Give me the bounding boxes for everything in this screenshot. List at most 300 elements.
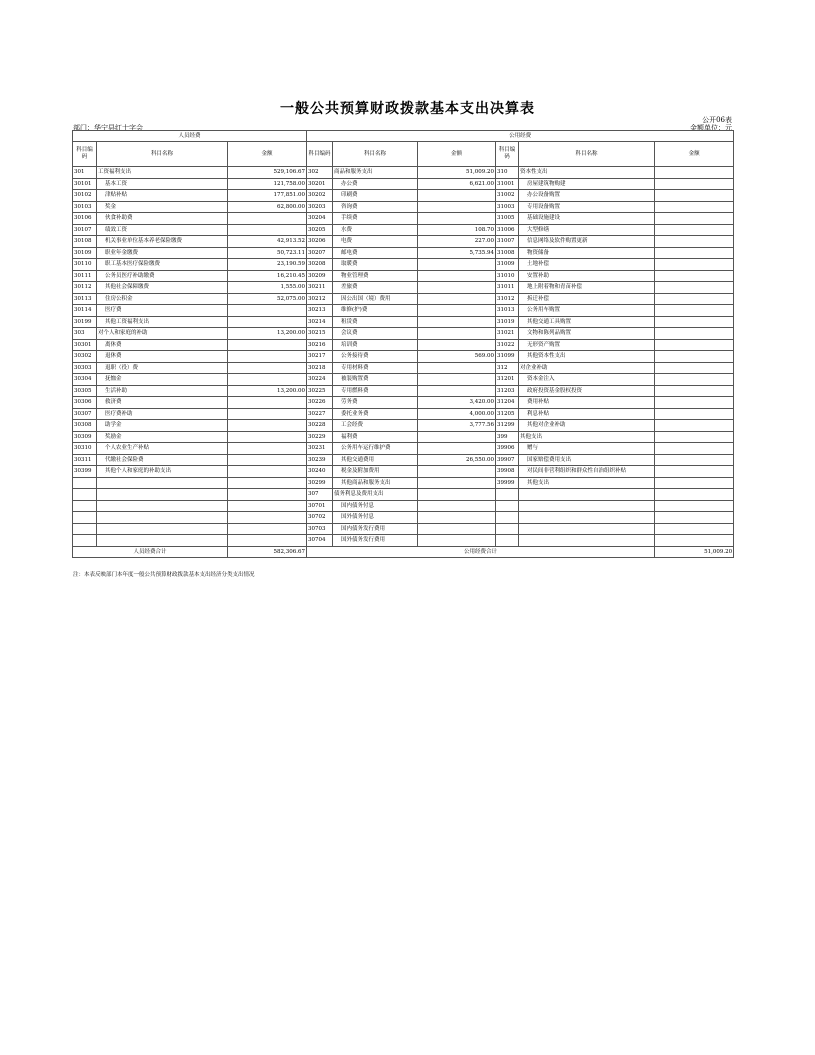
cell-amount: 121,758.00: [228, 178, 307, 190]
cell-amount: [418, 500, 496, 512]
cell-amount: 13,200.00: [228, 328, 307, 340]
header-code: 科目编码: [73, 142, 97, 167]
cell-amount: [418, 489, 496, 501]
table-row: [73, 397, 734, 409]
cell-amount: [655, 270, 734, 282]
cell-name: 其他商品和服务支出: [333, 477, 418, 489]
cell-amount: [418, 190, 496, 202]
cell-amount: [228, 374, 307, 386]
personnel-total-value: 582,306.67: [228, 546, 307, 558]
cell-name: 医疗费补助: [97, 408, 228, 420]
cell-name: 国外债务发行费用: [333, 535, 418, 547]
header-name: 科目名称: [519, 142, 655, 167]
table-row: [73, 420, 734, 432]
cell-name: 基础设施建设: [519, 213, 655, 225]
cell-amount: [655, 213, 734, 225]
cell-amount: 52,075.00: [228, 293, 307, 305]
cell-amount: [655, 466, 734, 478]
cell-code: [73, 477, 97, 489]
cell-amount: [655, 282, 734, 294]
cell-name: 水费: [333, 224, 418, 236]
cell-code: 30108: [73, 236, 97, 248]
cell-amount: 16,210.45: [228, 270, 307, 282]
cell-code: 30228: [307, 420, 333, 432]
cell-amount: [655, 351, 734, 363]
cell-name: 印刷费: [333, 190, 418, 202]
cell-amount: [228, 397, 307, 409]
cell-name: 助学金: [97, 420, 228, 432]
table-row: [73, 247, 734, 259]
cell-amount: [418, 316, 496, 328]
section-personnel: 人员经费: [73, 131, 307, 142]
cell-amount: [418, 443, 496, 455]
cell-name: 专用材料费: [333, 362, 418, 374]
cell-name: 税金及附加费用: [333, 466, 418, 478]
cell-name: 国外债务付息: [333, 512, 418, 524]
cell-code: 30229: [307, 431, 333, 443]
table-row: [73, 374, 734, 386]
cell-amount: [655, 259, 734, 271]
header-code: 科目编码: [496, 142, 519, 167]
cell-amount: [655, 489, 734, 501]
cell-name: 专用设备购置: [519, 201, 655, 213]
cell-name: 地上附着物和青苗补偿: [519, 282, 655, 294]
table-row: [73, 259, 734, 271]
cell-name: 文物和陈列品购置: [519, 328, 655, 340]
cell-amount: [655, 178, 734, 190]
cell-amount: [418, 213, 496, 225]
table-row: [73, 535, 734, 547]
cell-name: 离休费: [97, 339, 228, 351]
table-row: [73, 443, 734, 455]
cell-code: 30305: [73, 385, 97, 397]
cell-name: 差旅费: [333, 282, 418, 294]
cell-code: 30310: [73, 443, 97, 455]
cell-amount: [418, 362, 496, 374]
cell-code: [73, 489, 97, 501]
cell-code: 307: [307, 489, 333, 501]
cell-code: 31008: [496, 247, 519, 259]
cell-amount: 13,200.00: [228, 385, 307, 397]
cell-name: 其他支出: [519, 477, 655, 489]
cell-name: 债务利息及费用支出: [333, 489, 418, 501]
cell-amount: [418, 201, 496, 213]
cell-name: 国家赔偿费用支出: [519, 454, 655, 466]
table-row: [73, 500, 734, 512]
cell-name: 利息补贴: [519, 408, 655, 420]
cell-name: 国内债务付息: [333, 500, 418, 512]
cell-code: 30205: [307, 224, 333, 236]
cell-code: 301: [73, 167, 97, 179]
cell-code: 30113: [73, 293, 97, 305]
cell-code: 39908: [496, 466, 519, 478]
cell-name: [97, 523, 228, 535]
cell-name: 手续费: [333, 213, 418, 225]
cell-code: 30107: [73, 224, 97, 236]
cell-amount: [228, 316, 307, 328]
cell-amount: [655, 454, 734, 466]
cell-code: 30209: [307, 270, 333, 282]
cell-name: 其他资本性支出: [519, 351, 655, 363]
cell-name: 大型修缮: [519, 224, 655, 236]
cell-code: 30303: [73, 362, 97, 374]
cell-code: 30306: [73, 397, 97, 409]
cell-amount: [655, 362, 734, 374]
cell-name: 工会经费: [333, 420, 418, 432]
cell-amount: [418, 431, 496, 443]
cell-code: 31099: [496, 351, 519, 363]
cell-name: 培训费: [333, 339, 418, 351]
cell-amount: [655, 523, 734, 535]
cell-amount: [418, 477, 496, 489]
cell-name: 委托业务费: [333, 408, 418, 420]
cell-code: 31203: [496, 385, 519, 397]
cell-name: 奖金: [97, 201, 228, 213]
cell-code: 30216: [307, 339, 333, 351]
cell-amount: [418, 466, 496, 478]
cell-name: 物资储备: [519, 247, 655, 259]
cell-code: 30212: [307, 293, 333, 305]
table-row: [73, 477, 734, 489]
cell-code: 30109: [73, 247, 97, 259]
table-body: [73, 167, 734, 547]
cell-code: 30226: [307, 397, 333, 409]
cell-name: 福利费: [333, 431, 418, 443]
table-row: [73, 282, 734, 294]
cell-code: [73, 535, 97, 547]
cell-name: 救济费: [97, 397, 228, 409]
cell-code: 30201: [307, 178, 333, 190]
cell-name: 赠与: [519, 443, 655, 455]
cell-name: 拆迁补偿: [519, 293, 655, 305]
expenditure-table: [72, 130, 734, 558]
cell-amount: [655, 535, 734, 547]
cell-code: 31006: [496, 224, 519, 236]
table-row: [73, 224, 734, 236]
cell-amount: 569.00: [418, 351, 496, 363]
cell-code: 30702: [307, 512, 333, 524]
cell-name: 其他交通工具购置: [519, 316, 655, 328]
cell-code: [496, 512, 519, 524]
header-name: 科目名称: [333, 142, 418, 167]
cell-code: 31009: [496, 259, 519, 271]
cell-amount: 42,913.52: [228, 236, 307, 248]
cell-name: 劳务费: [333, 397, 418, 409]
table-row: [73, 213, 734, 225]
cell-code: 30701: [307, 500, 333, 512]
page-title: 一般公共预算财政拨款基本支出决算表: [280, 101, 535, 117]
cell-amount: 529,106.67: [228, 167, 307, 179]
cell-name: 因公出国（境）费用: [333, 293, 418, 305]
cell-code: 399: [496, 431, 519, 443]
cell-amount: [655, 167, 734, 179]
cell-name: [519, 489, 655, 501]
cell-amount: [655, 477, 734, 489]
cell-name: 被装购置费: [333, 374, 418, 386]
cell-code: 31001: [496, 178, 519, 190]
section-public: 公用经费: [307, 131, 734, 142]
cell-code: 31201: [496, 374, 519, 386]
cell-name: 租赁费: [333, 316, 418, 328]
cell-name: 住房公积金: [97, 293, 228, 305]
cell-name: 工资福利支出: [97, 167, 228, 179]
cell-name: 对企业补助: [519, 362, 655, 374]
cell-name: 代缴社会保险费: [97, 454, 228, 466]
cell-name: 信息网络及软件购置更新: [519, 236, 655, 248]
cell-code: 30309: [73, 431, 97, 443]
cell-name: 安置补助: [519, 270, 655, 282]
cell-name: 公务用车运行维护费: [333, 443, 418, 455]
cell-name: 抚恤金: [97, 374, 228, 386]
cell-amount: 4,000.00: [418, 408, 496, 420]
cell-code: 31013: [496, 305, 519, 317]
cell-name: 职工基本医疗保险缴费: [97, 259, 228, 271]
cell-amount: [418, 512, 496, 524]
table-row: [73, 431, 734, 443]
cell-code: 302: [307, 167, 333, 179]
cell-name: [97, 512, 228, 524]
cell-name: 无形资产购置: [519, 339, 655, 351]
cell-code: 30204: [307, 213, 333, 225]
cell-amount: [228, 213, 307, 225]
cell-code: 30206: [307, 236, 333, 248]
table-row: [73, 236, 734, 248]
cell-amount: 3,420.00: [418, 397, 496, 409]
cell-amount: 227.00: [418, 236, 496, 248]
cell-name: 对民间非营利组织和群众性自治组织补贴: [519, 466, 655, 478]
public-total-value: 51,009.20: [655, 546, 734, 558]
cell-amount: [228, 224, 307, 236]
cell-name: [97, 535, 228, 547]
cell-name: 办公设备购置: [519, 190, 655, 202]
table-row: [73, 316, 734, 328]
cell-amount: [228, 431, 307, 443]
cell-code: 30704: [307, 535, 333, 547]
cell-amount: [418, 339, 496, 351]
cell-amount: [655, 420, 734, 432]
cell-amount: [228, 535, 307, 547]
cell-code: 30311: [73, 454, 97, 466]
cell-name: 医疗费: [97, 305, 228, 317]
cell-code: 30225: [307, 385, 333, 397]
cell-name: 咨询费: [333, 201, 418, 213]
cell-amount: [228, 477, 307, 489]
cell-amount: [228, 420, 307, 432]
cell-name: 邮电费: [333, 247, 418, 259]
cell-name: 电费: [333, 236, 418, 248]
cell-amount: [655, 512, 734, 524]
table-row: [73, 523, 734, 535]
cell-code: [496, 500, 519, 512]
cell-code: 30106: [73, 213, 97, 225]
table-row: [73, 305, 734, 317]
cell-code: 31019: [496, 316, 519, 328]
cell-name: 生活补助: [97, 385, 228, 397]
cell-amount: [228, 305, 307, 317]
cell-code: 30112: [73, 282, 97, 294]
cell-code: 31005: [496, 213, 519, 225]
cell-code: 39906: [496, 443, 519, 455]
cell-name: 房屋建筑物购建: [519, 178, 655, 190]
cell-amount: [655, 374, 734, 386]
cell-amount: [228, 362, 307, 374]
cell-code: 30308: [73, 420, 97, 432]
cell-code: 30114: [73, 305, 97, 317]
cell-amount: [228, 339, 307, 351]
personnel-total-label: 人员经费合计: [73, 546, 228, 558]
cell-name: 奖励金: [97, 431, 228, 443]
cell-name: 取暖费: [333, 259, 418, 271]
cell-name: 伙食补助费: [97, 213, 228, 225]
cell-code: 31299: [496, 420, 519, 432]
cell-amount: 1,555.00: [228, 282, 307, 294]
cell-code: 30111: [73, 270, 97, 282]
cell-amount: [418, 282, 496, 294]
table-row: [73, 293, 734, 305]
cell-amount: 108.70: [418, 224, 496, 236]
cell-name: 专用燃料费: [333, 385, 418, 397]
cell-code: [496, 489, 519, 501]
cell-code: 31010: [496, 270, 519, 282]
cell-amount: 50,723.11: [228, 247, 307, 259]
cell-code: 30218: [307, 362, 333, 374]
cell-code: 30207: [307, 247, 333, 259]
cell-name: 对个人和家庭的补助: [97, 328, 228, 340]
cell-amount: [228, 454, 307, 466]
table-row: [73, 466, 734, 478]
cell-amount: 26,550.00: [418, 454, 496, 466]
cell-code: 303: [73, 328, 97, 340]
footnote: 注：本表反映部门本年度一般公共预算财政拨款基本支出经济分类支出情况: [73, 572, 255, 578]
cell-code: [73, 523, 97, 535]
cell-amount: [418, 535, 496, 547]
cell-name: 其他工资福利支出: [97, 316, 228, 328]
cell-name: 职业年金缴费: [97, 247, 228, 259]
table-row: [73, 201, 734, 213]
cell-name: 退休费: [97, 351, 228, 363]
table-row: [73, 454, 734, 466]
table-row: [73, 351, 734, 363]
table-row: [73, 339, 734, 351]
cell-name: 其他支出: [519, 431, 655, 443]
cell-code: 30199: [73, 316, 97, 328]
cell-code: 30203: [307, 201, 333, 213]
cell-amount: 3,777.56: [418, 420, 496, 432]
header-amount: 金额: [418, 142, 496, 167]
cell-name: 津贴补贴: [97, 190, 228, 202]
cell-name: 公务接待费: [333, 351, 418, 363]
cell-amount: [418, 270, 496, 282]
cell-code: 31003: [496, 201, 519, 213]
cell-name: 维修(护)费: [333, 305, 418, 317]
header-name: 科目名称: [97, 142, 228, 167]
cell-amount: [228, 523, 307, 535]
cell-name: 国内债务发行费用: [333, 523, 418, 535]
cell-amount: [655, 236, 734, 248]
cell-amount: [655, 201, 734, 213]
cell-name: 个人农业生产补贴: [97, 443, 228, 455]
cell-amount: [228, 512, 307, 524]
cell-code: 31002: [496, 190, 519, 202]
cell-amount: 6,621.00: [418, 178, 496, 190]
cell-name: [519, 500, 655, 512]
cell-amount: 177,851.00: [228, 190, 307, 202]
cell-amount: [655, 224, 734, 236]
cell-code: 30299: [307, 477, 333, 489]
cell-name: [97, 477, 228, 489]
cell-code: [496, 535, 519, 547]
cell-code: 30302: [73, 351, 97, 363]
cell-code: 31011: [496, 282, 519, 294]
cell-code: 30208: [307, 259, 333, 271]
cell-name: 公务用车购置: [519, 305, 655, 317]
header-amount: 金额: [228, 142, 307, 167]
cell-name: 商品和服务支出: [333, 167, 418, 179]
cell-amount: [655, 328, 734, 340]
table-row: [73, 385, 734, 397]
table-row: [73, 167, 734, 179]
cell-code: 30215: [307, 328, 333, 340]
cell-code: [73, 500, 97, 512]
cell-code: 31204: [496, 397, 519, 409]
public-total-label: 公用经费合计: [307, 546, 655, 558]
unit-label: 金额单位：元: [690, 124, 732, 132]
cell-name: 其他交通费用: [333, 454, 418, 466]
cell-name: 会议费: [333, 328, 418, 340]
cell-name: 资本性支出: [519, 167, 655, 179]
cell-name: 绩效工资: [97, 224, 228, 236]
cell-code: 30217: [307, 351, 333, 363]
cell-name: 其他对企业补助: [519, 420, 655, 432]
cell-code: 30110: [73, 259, 97, 271]
form-number: 公开06表: [702, 116, 732, 124]
cell-amount: [655, 190, 734, 202]
cell-amount: [418, 523, 496, 535]
cell-amount: [655, 339, 734, 351]
cell-name: 资本金注入: [519, 374, 655, 386]
cell-amount: 5,735.94: [418, 247, 496, 259]
cell-code: [73, 512, 97, 524]
cell-code: 30101: [73, 178, 97, 190]
cell-code: 30239: [307, 454, 333, 466]
table-row: [73, 178, 734, 190]
cell-name: 费用补贴: [519, 397, 655, 409]
cell-code: 30307: [73, 408, 97, 420]
cell-name: 退职（役）费: [97, 362, 228, 374]
cell-amount: [655, 316, 734, 328]
table-row: [73, 408, 734, 420]
cell-amount: [655, 385, 734, 397]
cell-name: 办公费: [333, 178, 418, 190]
table-row: [73, 489, 734, 501]
cell-code: 30103: [73, 201, 97, 213]
cell-amount: [655, 397, 734, 409]
cell-code: 310: [496, 167, 519, 179]
cell-code: 30214: [307, 316, 333, 328]
cell-code: 30227: [307, 408, 333, 420]
cell-amount: [655, 408, 734, 420]
table-row: [73, 270, 734, 282]
cell-code: 30211: [307, 282, 333, 294]
cell-amount: [418, 293, 496, 305]
cell-name: 政府投资基金股权投资: [519, 385, 655, 397]
cell-code: 31021: [496, 328, 519, 340]
cell-code: 39999: [496, 477, 519, 489]
cell-amount: 23,190.59: [228, 259, 307, 271]
cell-amount: [655, 293, 734, 305]
cell-name: 公务员医疗补助缴费: [97, 270, 228, 282]
cell-code: 30102: [73, 190, 97, 202]
